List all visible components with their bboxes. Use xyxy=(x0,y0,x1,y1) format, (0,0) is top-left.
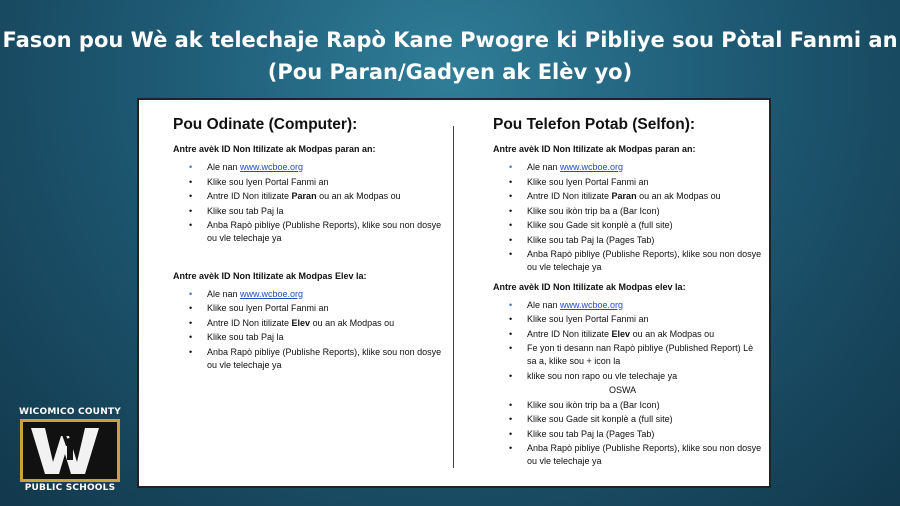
spacer xyxy=(173,247,443,271)
step-text: Ale nan xyxy=(207,162,241,172)
bullet-icon: • xyxy=(509,328,513,339)
step-text: Klike sou lyen Portal Fanmi an xyxy=(207,176,329,187)
bullet-icon: • xyxy=(189,303,193,313)
computer-student-heading: Antre avèk ID Non Itilizate ak Modpas Elev la: xyxy=(173,270,367,281)
step-bold: Elev xyxy=(291,317,311,328)
w-emblem-icon xyxy=(23,422,117,479)
step-text: Anba Rapò pibliye (Publishe Reports), klike sou non dosye ou vle telechaje ya xyxy=(207,220,442,243)
step-text: Klike sou ikòn trip ba a (Bar Icon) xyxy=(527,399,660,410)
bullet-icon: • xyxy=(189,205,193,216)
step-text: Klike sou ikòn trip ba a (Bar Icon) xyxy=(527,205,660,216)
step-text: Klike sou lyen Portal Fanmi an xyxy=(527,314,649,324)
step-text: Anba Rapò pibliye (Publishe Reports), klike sou non dosye ou vle telechaje ya xyxy=(207,346,442,370)
step-text: klike sou non rapo ou vle telechaje ya xyxy=(527,370,678,381)
list-item xyxy=(493,248,765,274)
step-text: ou an ak Modpas ou xyxy=(636,191,721,201)
bullet-icon: • xyxy=(509,220,513,230)
step-bold: Paran xyxy=(291,191,317,201)
bullet-icon: • xyxy=(189,317,193,328)
step-text: Klike sou tab Paj la xyxy=(207,205,284,216)
step-text: Antre ID Non itilizate xyxy=(207,191,292,201)
list-item xyxy=(173,205,443,218)
phone-student-heading: Antre avèk ID Non Itilizate ak Modpas elev la: xyxy=(493,281,686,292)
bullet-icon: • xyxy=(509,314,513,324)
step-text: Klike sou tab Paj la (Pages Tab) xyxy=(527,428,655,439)
step-text: Antre ID Non itilizate xyxy=(527,191,612,201)
bullet-icon: • xyxy=(509,370,513,381)
list-item xyxy=(173,161,443,174)
step-bold: Elev xyxy=(611,328,631,339)
phone-column xyxy=(493,116,765,470)
bullet-icon: • xyxy=(509,399,513,410)
bullet-icon: • xyxy=(509,428,513,439)
bullet-icon: • xyxy=(509,205,513,216)
bullet-icon: • xyxy=(189,346,193,357)
list-item xyxy=(173,331,443,344)
list-item xyxy=(493,328,765,341)
bullet-icon: • xyxy=(509,191,513,201)
step-text: Ale nan xyxy=(527,299,561,310)
bullet-icon: • xyxy=(509,343,513,353)
list-item xyxy=(173,346,443,372)
step-text: Klike sou tab Paj la (Pages Tab) xyxy=(527,234,655,245)
list-item xyxy=(493,190,765,203)
list-item xyxy=(493,299,765,312)
step-text: Ale nan xyxy=(207,288,241,299)
bullet-icon: • xyxy=(509,414,513,424)
phone-student-steps xyxy=(493,299,765,469)
list-item xyxy=(173,190,443,203)
bullet-icon: • xyxy=(509,162,513,172)
bullet-icon: • xyxy=(189,191,193,201)
bullet-icon: • xyxy=(509,176,513,187)
phone-parent-heading: Antre avèk ID Non Itilizate ak Modpas paran an: xyxy=(493,144,696,154)
bullet-icon: • xyxy=(509,234,513,245)
step-text: Klike sou Gade sit konplè a (full site) xyxy=(527,414,673,424)
list-item xyxy=(493,219,765,232)
list-item xyxy=(493,428,765,441)
wcboe-link[interactable]: www.wcboe.org xyxy=(560,299,624,310)
wcboe-link[interactable]: www.wcboe.org xyxy=(560,162,624,172)
step-text: Anba Rapò pibliye (Publishe Reports), klike sou non dosye ou vle telechaje ya xyxy=(527,443,762,466)
computer-column xyxy=(173,116,443,373)
list-item xyxy=(173,288,443,301)
list-item xyxy=(493,399,765,412)
bullet-icon: • xyxy=(189,176,193,187)
list-item xyxy=(173,176,443,189)
computer-heading: Pou Odinate (Computer): xyxy=(173,116,358,133)
list-item xyxy=(173,219,443,245)
step-text: Fe yon ti desann nan Rapò pibliye (Published Report) Lè sa a, klike sou + icon la xyxy=(527,343,754,366)
step-text: ou an ak Modpas ou xyxy=(630,328,715,339)
list-item xyxy=(493,442,765,468)
step-text: Klike sou lyen Portal Fanmi an xyxy=(527,176,649,187)
logo-bottom-text: PUBLIC SCHOOLS xyxy=(24,483,116,493)
step-text: Klike sou Gade sit konplè a (full site) xyxy=(527,220,673,230)
column-divider xyxy=(453,126,454,468)
list-item xyxy=(493,161,765,174)
computer-parent-steps xyxy=(173,161,443,245)
list-item xyxy=(493,370,765,383)
phone-heading: Pou Telefon Potab (Selfon): xyxy=(493,116,696,133)
computer-student-steps xyxy=(173,288,443,372)
step-text: Ale nan xyxy=(527,162,561,172)
step-text: Klike sou tab Paj la xyxy=(207,332,284,342)
list-item xyxy=(493,176,765,189)
bullet-icon: • xyxy=(509,249,513,259)
computer-parent-heading: Antre avèk ID Non Itilizate ak Modpas paran an: xyxy=(173,144,376,154)
step-text: Klike sou lyen Portal Fanmi an xyxy=(207,303,329,313)
list-item xyxy=(493,313,765,326)
bullet-icon: • xyxy=(189,162,193,172)
list-item xyxy=(493,205,765,218)
bullet-icon: • xyxy=(189,332,193,342)
wicomico-logo xyxy=(13,407,127,495)
logo-top-text: WICOMICO COUNTY xyxy=(19,407,121,417)
bullet-icon: • xyxy=(509,443,513,453)
step-text: Anba Rapò pibliye (Publishe Reports), klike sou non dosye ou vle telechaje ya xyxy=(527,249,762,272)
slide-title-line2: (Pou Paran/Gadyen ak Elèv yo) xyxy=(267,60,633,84)
bullet-icon: • xyxy=(189,288,193,299)
step-text: ou an ak Modpas ou xyxy=(310,317,395,328)
list-item xyxy=(173,302,443,315)
list-item-note xyxy=(493,384,765,397)
list-item xyxy=(173,317,443,330)
step-text: Antre ID Non itilizate xyxy=(527,328,612,339)
bullet-icon: • xyxy=(509,299,513,310)
step-bold: Paran xyxy=(611,191,637,201)
step-text: ou an ak Modpas ou xyxy=(316,191,401,201)
list-item xyxy=(493,413,765,426)
list-item xyxy=(493,234,765,247)
or-note: OSWA xyxy=(609,385,637,395)
logo-emblem-icon xyxy=(20,419,120,482)
step-text: Antre ID Non itilizate xyxy=(207,317,292,328)
phone-parent-steps xyxy=(493,161,765,274)
slide-title xyxy=(0,24,900,88)
wcboe-link[interactable]: www.wcboe.org xyxy=(240,162,304,172)
list-item xyxy=(493,342,765,368)
instructions-document xyxy=(137,98,771,488)
bullet-icon: • xyxy=(189,220,193,230)
wcboe-link[interactable]: www.wcboe.org xyxy=(240,288,304,299)
slide-title-line1: Fason pou Wè ak telechaje Rapò Kane Pwogre ki Pibliye sou Pòtal Fanmi an xyxy=(2,28,898,52)
